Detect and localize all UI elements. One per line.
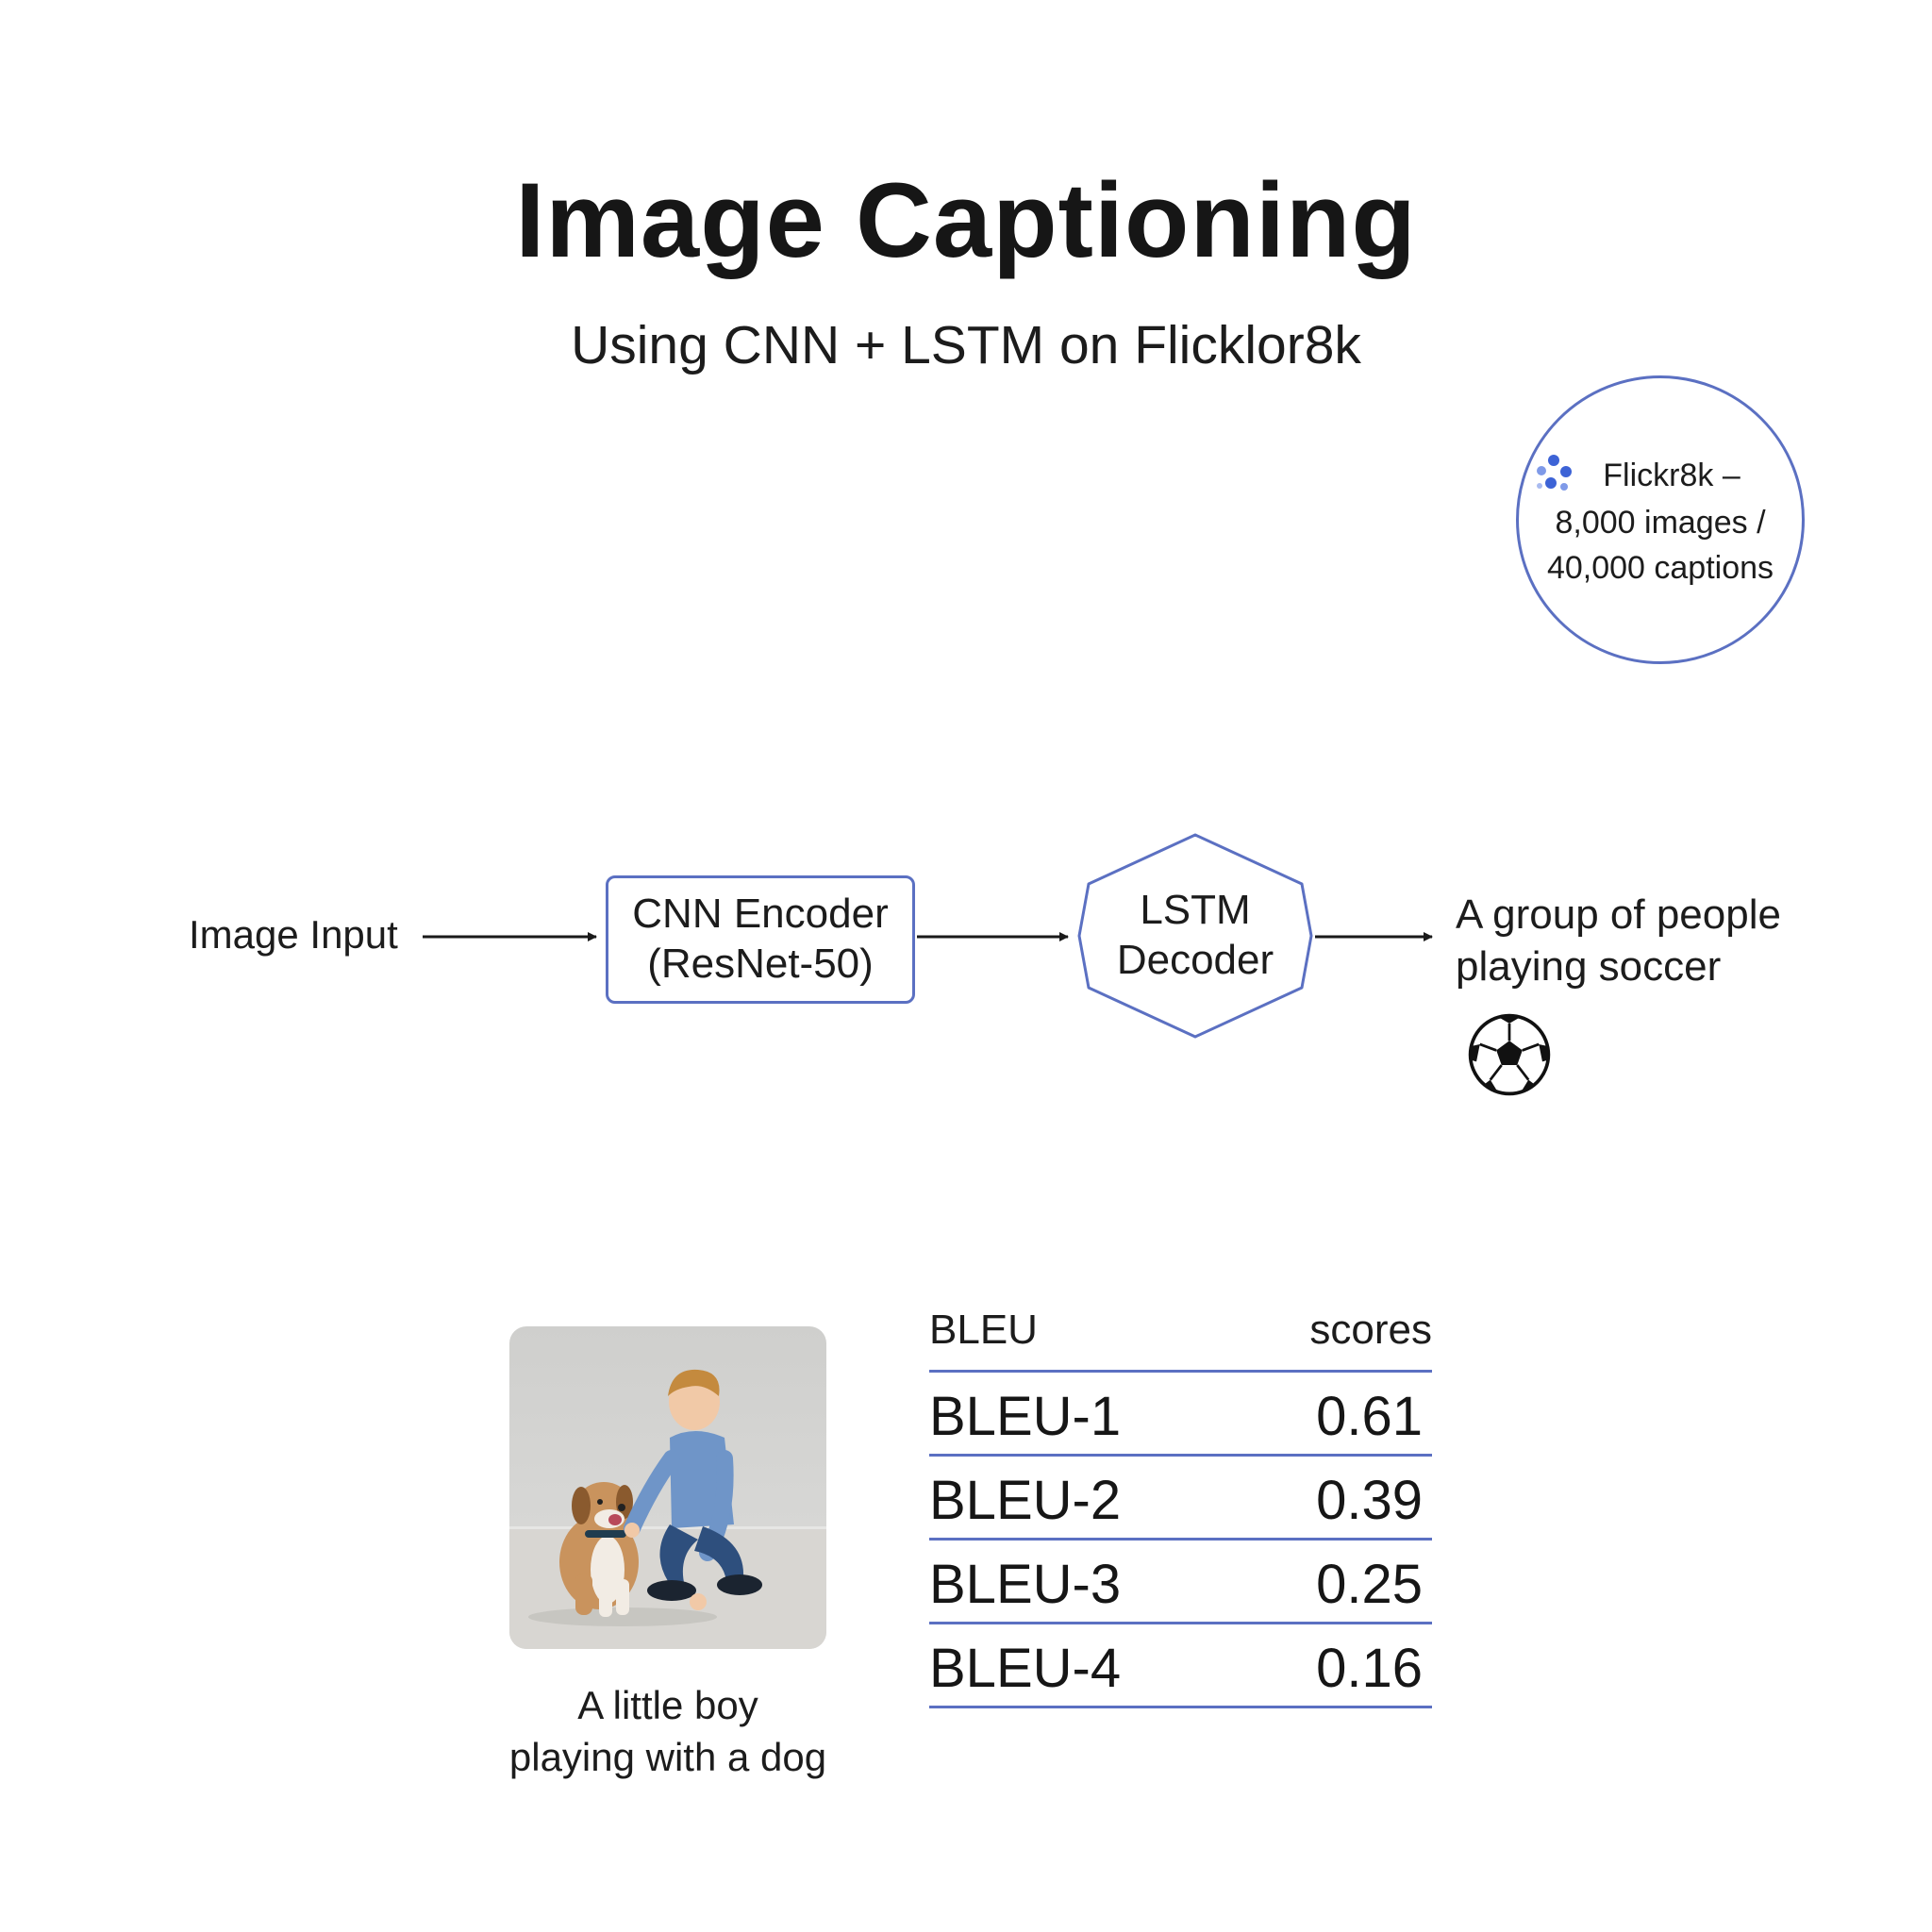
- encoder-line-2: (ResNet-50): [647, 941, 874, 987]
- badge-line-1: Flickr8k –: [1603, 458, 1740, 493]
- soccer-ball-icon: [1466, 1011, 1553, 1098]
- row-metric: BLEU-4: [929, 1638, 1122, 1699]
- badge-line-2: 8,000 images /: [1555, 505, 1766, 541]
- table-row: [929, 1624, 1432, 1708]
- row-metric: BLEU-3: [929, 1554, 1122, 1615]
- decoder-line-1: LSTM: [1140, 887, 1251, 934]
- row-score: 0.39: [1316, 1470, 1423, 1531]
- page-title: Image Captioning: [515, 161, 1417, 279]
- table-row: [929, 1457, 1432, 1541]
- table-row: [929, 1541, 1432, 1624]
- header-metric: BLEU: [929, 1307, 1038, 1353]
- lstm-decoder-node: [1075, 832, 1315, 1040]
- image-input-label: Image Input: [189, 912, 398, 957]
- badge-line-3: 40,000 captions: [1546, 550, 1774, 586]
- dataset-badge: [1516, 375, 1805, 664]
- cnn-encoder-node: [606, 875, 915, 1004]
- example-caption-line-1: A little boy: [577, 1683, 758, 1727]
- page-subtitle: Using CNN + LSTM on Flicklor8k: [571, 315, 1361, 375]
- example-caption: [479, 1679, 857, 1784]
- output-line-1: A group of people: [1456, 891, 1781, 938]
- row-metric: BLEU-2: [929, 1470, 1122, 1531]
- example-photo: [509, 1326, 826, 1649]
- table-header: [929, 1302, 1432, 1373]
- row-score: 0.16: [1316, 1638, 1423, 1699]
- decoder-line-2: Decoder: [1116, 937, 1274, 983]
- row-metric: BLEU-1: [929, 1386, 1122, 1447]
- output-caption: [1456, 889, 1781, 992]
- example-caption-line-2: playing with a dog: [508, 1735, 827, 1780]
- output-line-2: playing soccer: [1456, 943, 1722, 990]
- row-score: 0.25: [1316, 1554, 1423, 1615]
- table-row: [929, 1373, 1432, 1457]
- header-score: scores: [1309, 1307, 1432, 1353]
- row-score: 0.61: [1316, 1386, 1423, 1447]
- boy-with-dog-photo: [509, 1326, 826, 1649]
- bleu-scores-table: [929, 1302, 1432, 1708]
- encoder-line-1: CNN Encoder: [632, 891, 889, 938]
